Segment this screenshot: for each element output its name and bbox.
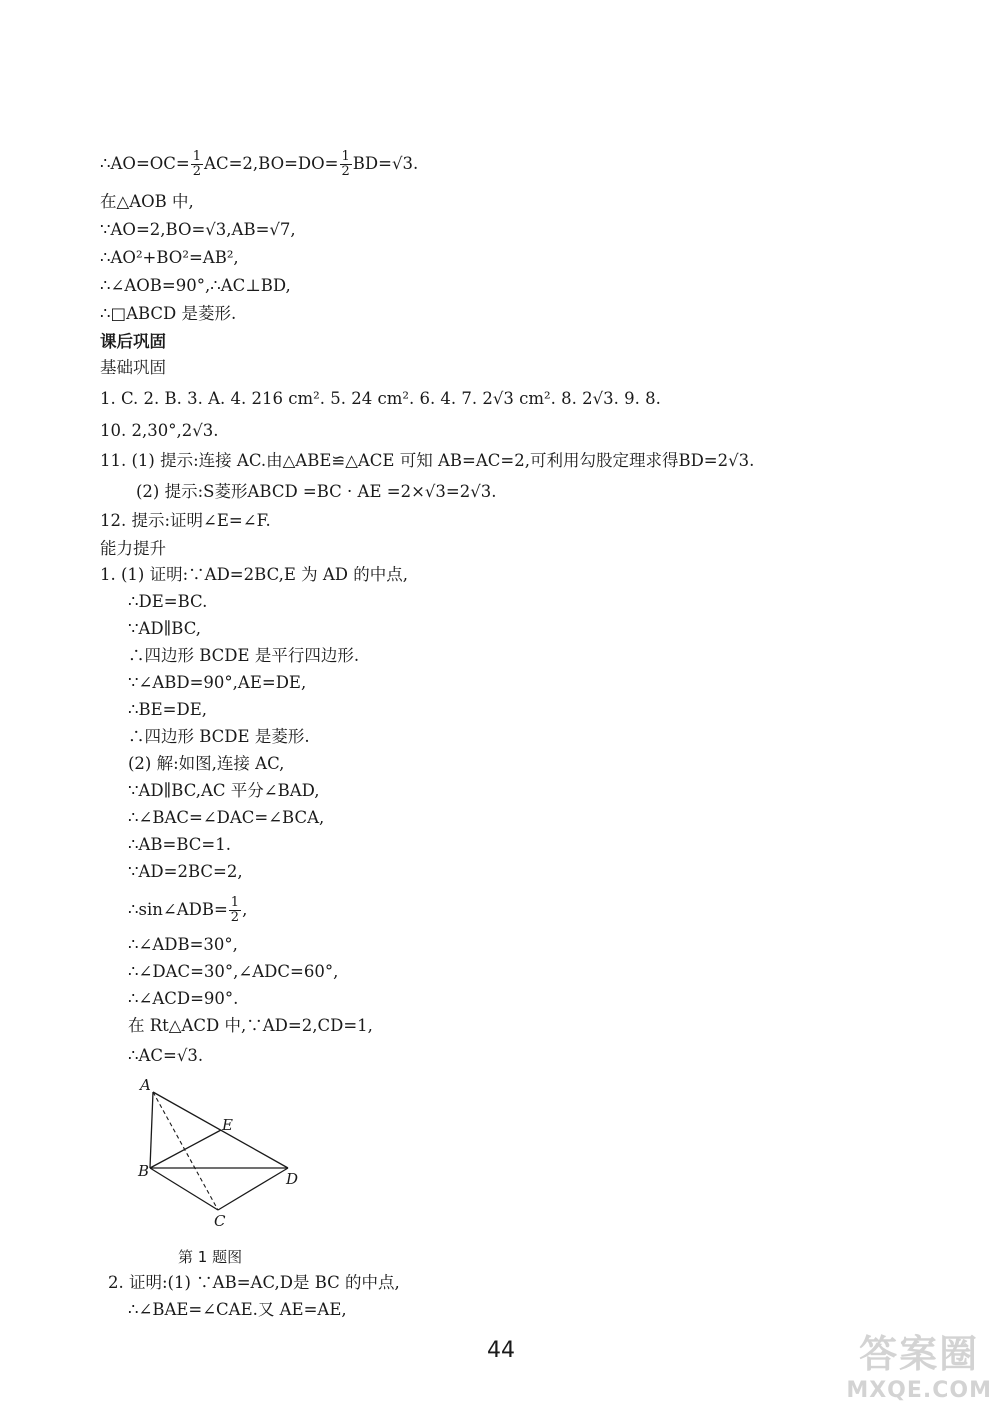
subsection-heading: 基础巩固 [100, 358, 166, 377]
line-33: ∴∠BAE=∠CAE.又 AE=AE, [128, 1300, 347, 1319]
line-17: ∴四边形 BCDE 是平行四边形. [128, 646, 360, 665]
watermark [846, 1323, 992, 1403]
label-a: A [140, 1076, 151, 1094]
line-11: (2) 提示:S菱形ABCD =BC · AE =2×√3=2√3. [136, 482, 497, 501]
subsection-heading: 能力提升 [100, 539, 166, 558]
line-9: 10. 2,30°,2√3. [100, 421, 219, 440]
text-segment: BD=√3. [352, 154, 419, 173]
line-23: ∴∠BAC=∠DAC=∠BCA, [128, 808, 325, 827]
line-be [150, 1130, 221, 1168]
line-28: ∴∠DAC=30°,∠ADC=60°, [128, 962, 339, 981]
line-24: ∴AB=BC=1. [128, 835, 231, 854]
line-31: ∴AC=√3. [128, 1046, 204, 1065]
fraction-denominator: 2 [341, 164, 350, 179]
text-segment: , [242, 900, 248, 919]
line-26 [128, 896, 247, 925]
answers-line: 1. C. 2. B. 3. A. 4. 216 cm². 5. 24 cm². 6. 4. 7. 2√3 cm². 8. 2√3. 9. 8. [100, 389, 661, 408]
label-b: B [138, 1162, 150, 1180]
line-bc [150, 1168, 218, 1210]
line-19: ∴BE=DE, [128, 700, 208, 719]
label-e: E [222, 1116, 233, 1134]
fraction [340, 150, 352, 179]
fraction-numerator: 1 [341, 149, 350, 164]
line-29: ∴∠ACD=90°. [128, 989, 239, 1008]
figure-caption: 第 1 题图 [178, 1248, 243, 1266]
label-c: C [214, 1212, 226, 1230]
watermark-top: 答案圈 [859, 1332, 980, 1376]
text-segment: ∴sin∠ADB= [128, 900, 228, 919]
line-4: ∴∠AOB=90°,∴AC⊥BD, [100, 276, 291, 295]
line-3: ∴AO²+BO²=AB², [100, 248, 239, 267]
line-18: ∵∠ABD=90°,AE=DE, [128, 673, 307, 692]
line-20: ∴四边形 BCDE 是菱形. [128, 727, 310, 746]
watermark-bottom: MXQE.COM [846, 1378, 992, 1403]
section-heading: 课后巩固 [100, 332, 166, 351]
geometry-figure [130, 1070, 320, 1230]
fraction-numerator: 1 [192, 149, 202, 164]
line-22: ∵AD∥BC,AC 平分∠BAD, [128, 781, 320, 800]
fraction [191, 150, 203, 179]
fraction-denominator: 2 [230, 910, 240, 925]
text-segment: ∴AO=OC= [100, 154, 190, 173]
line-21: (2) 解:如图,连接 AC, [128, 754, 285, 773]
line-25: ∵AD=2BC=2, [128, 862, 243, 881]
line-27: ∴∠ADB=30°, [128, 935, 238, 954]
line-2: ∵AO=2,BO=√3,AB=√7, [100, 220, 296, 239]
fraction [229, 896, 241, 925]
line-5: ∴□ABCD 是菱形. [100, 304, 237, 323]
line-10: 11. (1) 提示:连接 AC.由△ABE≌△ACE 可知 AB=AC=2,可利用勾股定理求得BD=2√3. [100, 451, 755, 470]
line-16: ∵AD∥BC, [128, 619, 201, 638]
page-number: 44 [487, 1338, 515, 1363]
line-12: 12. 提示:证明∠E=∠F. [100, 511, 271, 530]
line-0 [100, 150, 418, 179]
fraction-denominator: 2 [192, 164, 202, 179]
line-15: ∴DE=BC. [128, 592, 208, 611]
label-d: D [286, 1170, 299, 1188]
line-30: 在 Rt△ACD 中,∵AD=2,CD=1, [128, 1016, 373, 1035]
fraction-numerator: 1 [230, 895, 240, 910]
line-14: 1. (1) 证明:∵AD=2BC,E 为 AD 的中点, [100, 565, 409, 584]
line-1: 在△AOB 中, [100, 192, 194, 211]
text-segment: AC=2,BO=DO= [204, 154, 339, 173]
line-cd [218, 1168, 288, 1210]
line-ab [150, 1092, 153, 1168]
line-32: 2. 证明:(1) ∵AB=AC,D是 BC 的中点, [108, 1273, 400, 1292]
